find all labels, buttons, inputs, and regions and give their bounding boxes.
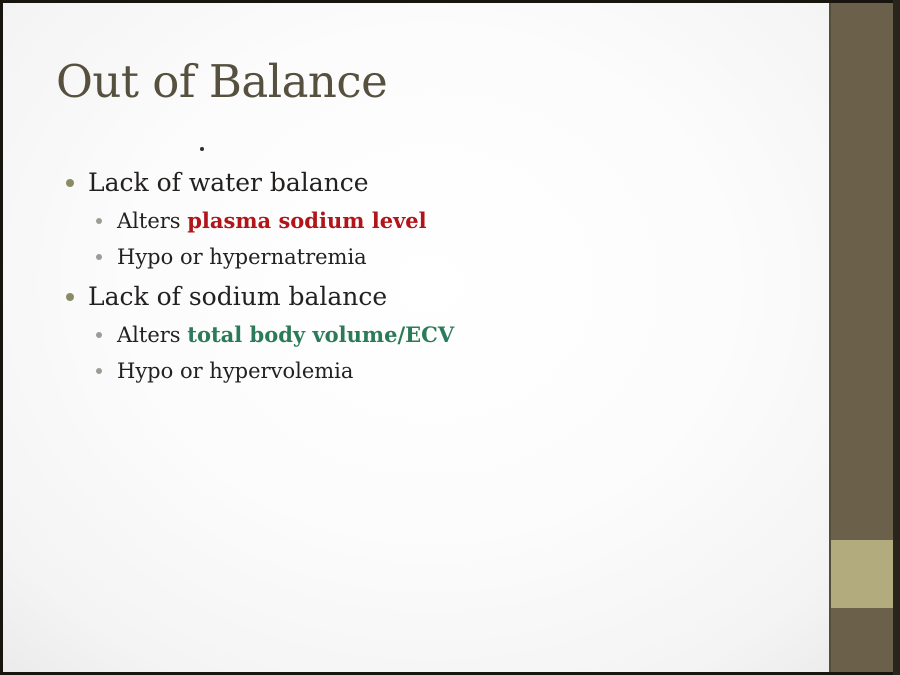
list-item bbox=[96, 355, 353, 387]
list-item-label: Hypo or hypernatremia bbox=[117, 245, 367, 269]
bullet-icon bbox=[96, 332, 102, 338]
slide-title: Out of Balance bbox=[56, 55, 388, 108]
list-item-label bbox=[117, 319, 454, 351]
bullet-icon bbox=[96, 218, 102, 224]
bullet-icon bbox=[66, 179, 74, 187]
list-item bbox=[96, 319, 454, 351]
list-item bbox=[66, 164, 369, 202]
list-item-highlight-green: total body volume/ECV bbox=[187, 322, 455, 347]
list-item-prefix: Alters bbox=[117, 323, 188, 347]
list-item-label: Lack of sodium balance bbox=[88, 282, 388, 311]
list-item bbox=[66, 278, 387, 316]
list-item-prefix: Alters bbox=[117, 209, 188, 233]
list-item bbox=[96, 205, 427, 237]
list-item bbox=[96, 241, 367, 273]
stray-period-dot bbox=[200, 147, 204, 151]
bullet-icon bbox=[66, 293, 74, 301]
list-item-label bbox=[117, 205, 427, 237]
bullet-icon bbox=[96, 254, 102, 260]
list-item-label: Lack of water balance bbox=[88, 168, 369, 197]
list-item-label: Hypo or hypervolemia bbox=[117, 359, 354, 383]
bullet-icon bbox=[96, 368, 102, 374]
list-item-highlight-red: plasma sodium level bbox=[187, 208, 427, 233]
